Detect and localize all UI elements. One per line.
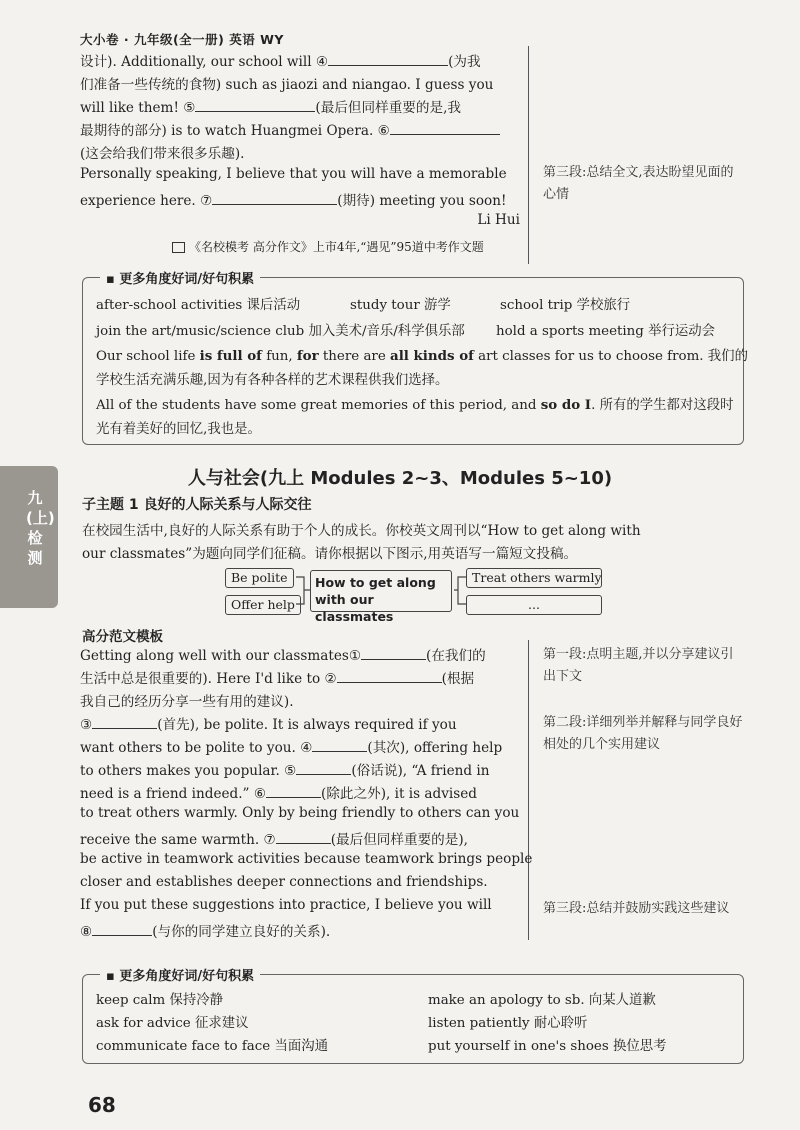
essay-line: If you put these suggestions into practice, I believe you will: [80, 897, 492, 913]
phrase-item: listen patiently 耐心聆听: [428, 1016, 588, 1031]
signature: Li Hui: [477, 212, 520, 228]
phrase-item: put yourself in one's shoes 换位思考: [428, 1039, 667, 1054]
diagram-left-2: Offer help: [225, 595, 301, 615]
side-tab-label: 九(上)检测: [26, 489, 55, 567]
essay-line: Getting along well with our classmates① (在我们的: [80, 648, 486, 664]
answer-blank[interactable]: [276, 831, 331, 844]
phrase-item: communicate face to face 当面沟通: [96, 1039, 329, 1054]
section-title: 人与社会(九上 Modules 2~3、Modules 5~10): [187, 468, 613, 489]
phrase-item: join the art/music/science club 加入美术/音乐/科学俱乐部: [96, 324, 465, 339]
phrase-item: ask for advice 征求建议: [96, 1016, 249, 1031]
essay-line: receive the same warmth. ⑦ (最后但同样重要的是),: [80, 832, 468, 848]
phrase-item: school trip 学校旅行: [500, 298, 631, 313]
running-header: 大小卷 · 九年级(全一册) 英语 WY: [80, 32, 284, 47]
model-essay: [80, 640, 533, 940]
answer-blank[interactable]: [266, 785, 321, 798]
phrase-box-1-title: ▪ 更多角度好词/好句积累: [100, 268, 260, 287]
side-note-1: 第一段:点明主题,并以分享建议引出下文: [543, 647, 734, 684]
sentence-1: Our school life is full of fun, for there are all kinds of art classes for us to choose from. 我们的: [96, 348, 748, 364]
answer-blank[interactable]: [92, 923, 152, 936]
essay-line: 生活中总是很重要的). Here I'd like to ② (根据: [80, 671, 475, 687]
essay-line: need is a friend indeed.” ⑥ (除此之外), it is advised: [80, 786, 477, 802]
essay-line: Personally speaking, I believe that you will have a memorable: [80, 166, 507, 182]
essay-line: to treat others warmly. Only by being friendly to others can you: [80, 805, 520, 821]
essay-line: 设计). Additionally, our school will ④ (为我: [80, 54, 481, 70]
answer-blank[interactable]: [361, 647, 426, 660]
subtopic-heading: 子主题 1 良好的人际关系与人际交往: [82, 497, 312, 513]
essay-line: to others makes you popular. ⑤ (俗话说), “A friend in: [80, 763, 490, 779]
diagram-right-1: Treat others warmly: [466, 568, 602, 588]
essay-line: (这会给我们带来很多乐趣).: [80, 146, 245, 162]
side-note-top: 第三段:总结全文,表达盼望见面的心情: [543, 165, 734, 202]
answer-blank[interactable]: [337, 670, 442, 683]
side-note-2: 第二段:详细列举并解释与同学良好相处的几个实用建议: [543, 715, 743, 752]
essay-line: experience here. ⑦ (期待) meeting you soon!: [80, 193, 507, 209]
diagram-right-2: ...: [466, 595, 602, 615]
sentence-2-translation: 光有着美好的回忆,我也是。: [96, 422, 261, 437]
phrase-item: keep calm 保持冷静: [96, 993, 224, 1008]
essay-line: 我自己的经历分享一些有用的建议).: [80, 694, 294, 710]
essay-line: be active in teamwork activities because teamwork brings people: [80, 851, 533, 867]
phrase-item: after-school activities 课后活动: [96, 298, 301, 313]
side-note-3: 第三段:总结并鼓励实践这些建议: [543, 901, 730, 916]
phrase-item: make an apology to sb. 向某人道歉: [428, 993, 656, 1008]
essay-line: ③ (首先), be polite. It is always required if you: [80, 717, 457, 733]
answer-blank[interactable]: [312, 739, 367, 752]
sentence-2: All of the students have some great memories of this period, and so do I. 所有的学生都对这段时: [96, 397, 734, 413]
page-number: 68: [88, 1093, 116, 1117]
prompt-line: our classmates”为题向同学们征稿。请你根据以下图示,用英语写一篇短文投稿。: [82, 546, 578, 562]
source-note: 《名校模考 高分作文》上市4年,“遇见”95道中考作文题: [172, 238, 484, 255]
essay-line: 最期待的部分) is to watch Huangmei Opera. ⑥: [80, 119, 500, 139]
diagram-center: How to get along with our classmates: [310, 570, 452, 612]
essay-line: will like them! ⑤ (最后但同样重要的是,我: [80, 100, 461, 116]
essay-line: ⑧ (与你的同学建立良好的关系).: [80, 924, 331, 940]
essay-line: closer and establishes deeper connections and friendships.: [80, 874, 488, 890]
answer-blank[interactable]: [92, 716, 157, 729]
essay-line: want others to be polite to you. ④ (其次), offering help: [80, 740, 503, 756]
essay-line: 们准备一些传统的食物) such as jiaozi and niangao. I guess you: [80, 77, 494, 93]
prompt-line: 在校园生活中,良好的人际关系有助于个人的成长。你校英文周刊以“How to get along with: [82, 523, 641, 539]
phrase-item: study tour 游学: [350, 298, 451, 313]
diagram-left-1: Be polite: [225, 568, 294, 588]
answer-blank[interactable]: [296, 762, 351, 775]
sentence-1-translation: 学校生活充满乐趣,因为有各种各样的艺术课程供我们选择。: [96, 373, 449, 388]
phrase-item: hold a sports meeting 举行运动会: [496, 324, 716, 339]
template-title: 高分范文模板: [82, 629, 163, 645]
phrase-box-2-title: ▪ 更多角度好词/好句积累: [100, 965, 260, 984]
